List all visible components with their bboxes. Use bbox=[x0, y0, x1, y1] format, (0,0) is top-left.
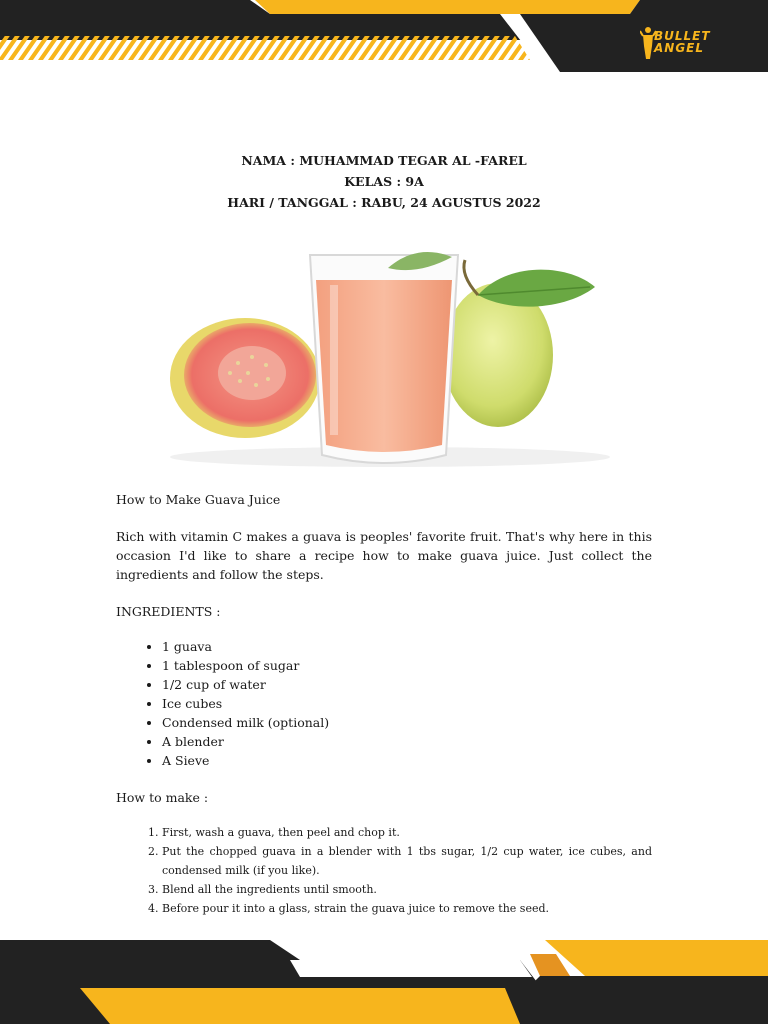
footer-yellow-band bbox=[545, 940, 768, 976]
ingredient-item: • 1 guava bbox=[162, 637, 652, 656]
ingredient-item: • Condensed milk (optional) bbox=[162, 713, 652, 732]
ingredient-item: • A Sieve bbox=[162, 751, 652, 770]
ingredients-list bbox=[116, 637, 652, 770]
step-item: 4. Before pour it into a glass, strain the guava juice to remove the seed. bbox=[162, 899, 652, 918]
steps-list bbox=[116, 823, 652, 918]
step-item: 3. Blend all the ingredients until smooth. bbox=[162, 880, 652, 899]
recipe-intro: Rich with vitamin C makes a guava is peoples' favorite fruit. That's why here in this occasion I'd like to share a recipe how to make guava juice. Just collect the ingredients and follow the steps. bbox=[116, 529, 652, 582]
step-item: 1. First, wash a guava, then peel and chop it. bbox=[162, 823, 652, 842]
footer-stripe-band bbox=[80, 988, 520, 1024]
logo-text: BULLET ANGEL bbox=[654, 29, 711, 55]
guava-juice-image bbox=[160, 235, 620, 475]
student-name: NAMA : MUHAMMAD TEGAR AL -FAREL bbox=[241, 153, 527, 168]
step-item: 2. Put the chopped guava in a blender with 1 tbs sugar, 1/2 cup water, ice cubes, and condensed milk (if you like). bbox=[162, 842, 652, 880]
header-stripes bbox=[0, 36, 530, 60]
ingredient-item: • A blender bbox=[162, 732, 652, 751]
student-class: KELAS : 9A bbox=[344, 174, 424, 189]
assignment-date: HARI / TANGGAL : RABU, 24 AGUSTUS 2022 bbox=[227, 195, 541, 210]
student-identity bbox=[0, 150, 768, 213]
ingredients-heading: INGREDIENTS : bbox=[116, 604, 221, 619]
recipe-article bbox=[116, 490, 652, 918]
header-yellow-band bbox=[255, 0, 640, 14]
steps-heading: How to make : bbox=[116, 790, 209, 805]
ingredient-item: • Ice cubes bbox=[162, 694, 652, 713]
ingredient-item: • 1/2 cup of water bbox=[162, 675, 652, 694]
recipe-title: How to Make Guava Juice bbox=[116, 492, 281, 507]
ingredient-item: • 1 tablespoon of sugar bbox=[162, 656, 652, 675]
footer-banner bbox=[0, 930, 768, 1024]
